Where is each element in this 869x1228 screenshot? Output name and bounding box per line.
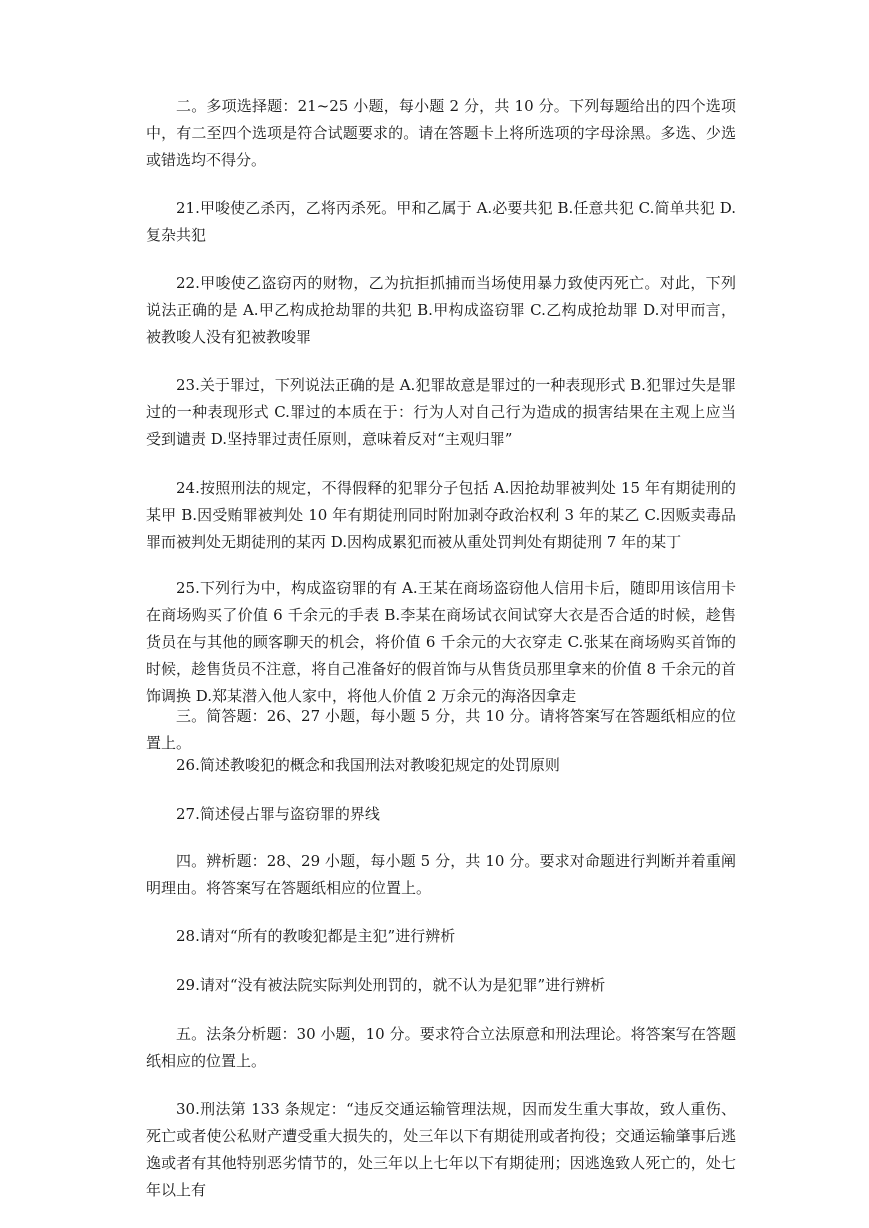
question-30: 30.刑法第 133 条规定：“违反交通运输管理法规，因而发生重大事故，致人重伤、死亡或者使公私财产遭受重大损失的，处三年以下有期徒刑或者拘役；交通运输肇事后逃逸或者有其他特别恶劣情节的，处三年以上七年以下有期徒刑；因逃逸致人死亡的，处七年以上有	[146, 1100, 736, 1199]
question-28: 28.请对“所有的教唆犯都是主犯”进行辨析	[176, 927, 456, 945]
question-29: 29.请对“没有被法院实际判处刑罚的，就不认为是犯罪”进行辨析	[176, 976, 606, 994]
question-22: 22.甲唆使乙盗窃丙的财物，乙为抗拒抓捕而当场使用暴力致使丙死亡。对此，下列说法正确的是 A.甲乙构成抢劫罪的共犯 B.甲构成盗窃罪 C.乙构成抢劫罪 D.对甲而言，被教唆人没有犯被教唆罪	[146, 274, 736, 346]
question-24: 24.按照刑法的规定，不得假释的犯罪分子包括 A.因抢劫罪被判处 15 年有期徒刑的某甲 B.因受贿罪被判处 10 年有期徒刑同时附加剥夺政治权利 3 年的某乙 C.因贩卖毒品罪而被判处无期徒刑的某丙 D.因构成累犯而被从重处罚判处有期徒刑 7 年的某丁	[146, 479, 736, 551]
section-two-heading: 二。多项选择题：21~25 小题，每小题 2 分，共 10 分。下列每题给出的四个选项中，有二至四个选项是符合试题要求的。请在答题卡上将所选项的字母涂黑。多选、少选或错选均不得分。	[146, 97, 736, 169]
section-three-heading: 三。简答题：26、27 小题，每小题 5 分，共 10 分。请将答案写在答题纸相应的位置上。	[146, 707, 736, 752]
question-21: 21.甲唆使乙杀丙，乙将丙杀死。甲和乙属于 A.必要共犯 B.任意共犯 C.简单共犯 D.复杂共犯	[146, 199, 736, 244]
section-four-heading: 四。辨析题：28、29 小题，每小题 5 分，共 10 分。要求对命题进行判断并着重阐明理由。将答案写在答题纸相应的位置上。	[146, 852, 736, 897]
question-23: 23.关于罪过，下列说法正确的是 A.犯罪故意是罪过的一种表现形式 B.犯罪过失是罪过的一种表现形式 C.罪过的本质在于：行为人对自己行为造成的损害结果在主观上应当受到谴责 D.坚持罪过责任原则，意味着反对“主观归罪”	[146, 376, 736, 448]
section-five-heading: 五。法条分析题：30 小题，10 分。要求符合立法原意和刑法理论。将答案写在答题纸相应的位置上。	[146, 1025, 736, 1070]
question-26: 26.简述教唆犯的概念和我国刑法对教唆犯规定的处罚原则	[176, 756, 560, 774]
question-27: 27.简述侵占罪与盗窃罪的界线	[176, 805, 380, 823]
question-25: 25.下列行为中，构成盗窃罪的有 A.王某在商场盗窃他人信用卡后，随即用该信用卡在商场购买了价值 6 千余元的手表 B.李某在商场试衣间试穿大衣是否合适的时候，趁售货员在与其他的顾客聊天的机会，将价值 6 千余元的大衣穿走 C.张某在商场购买首饰的时候，趁售货员不注意，将自己准备好的假首饰与从售货员那里拿来的价值 8 千余元的首饰调换 D.郑某潜入他人家中，将他人价值 2 万余元的海洛因拿走	[146, 579, 736, 705]
